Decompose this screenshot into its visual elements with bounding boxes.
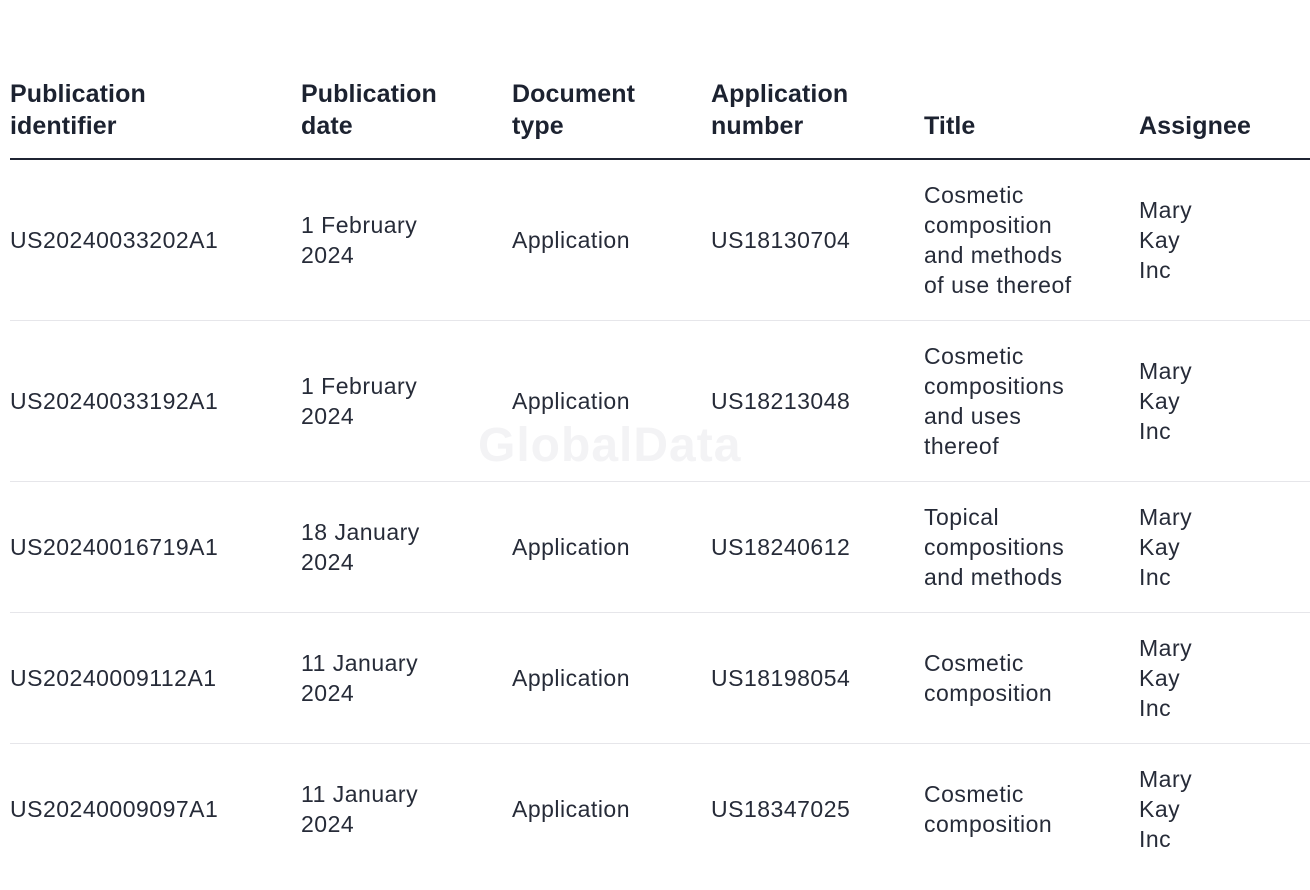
cell-application-number: US18130704 bbox=[711, 159, 924, 321]
cell-application-number: US18347025 bbox=[711, 796, 851, 822]
cell-publication-identifier: US20240016719A1 bbox=[10, 482, 301, 613]
table-row bbox=[10, 613, 1310, 744]
cell-assignee: Mary Kay Inc bbox=[1139, 321, 1310, 482]
table-row bbox=[10, 159, 1310, 321]
cell-assignee: Mary Kay Inc bbox=[1139, 159, 1310, 321]
cell-title: Topical compositions and methods bbox=[924, 482, 1139, 613]
column-header-assignee: Assignee bbox=[1139, 78, 1310, 159]
cell-title: Cosmetic composition and methods of use thereof bbox=[924, 159, 1139, 321]
cell-application-number: US18213048 bbox=[711, 321, 924, 482]
cell-assignee: Mary Kay Inc bbox=[1139, 766, 1193, 852]
cell-application-number: US18240612 bbox=[711, 482, 924, 613]
patents-table bbox=[10, 78, 1310, 874]
cell-publication-date: 1 February 2024 bbox=[301, 321, 512, 482]
cell-publication-date: 1 February 2024 bbox=[301, 159, 512, 321]
watermark-logo: GlobalData bbox=[478, 419, 742, 472]
cell-title: Cosmetic compositions and uses thereof bbox=[924, 321, 1139, 482]
cell-publication-identifier: US20240033202A1 bbox=[10, 159, 301, 321]
cell-title: Cosmetic composition bbox=[924, 613, 1139, 744]
table-header bbox=[10, 78, 1310, 159]
cell-publication-identifier: US20240009112A1 bbox=[10, 613, 301, 744]
cell-publication-identifier: US20240009097A1 bbox=[10, 796, 219, 822]
column-header-title: Title bbox=[924, 78, 1139, 159]
cell-title: Cosmetic composition bbox=[924, 781, 1053, 837]
cell-publication-date: 11 January 2024 bbox=[301, 613, 512, 744]
cell-document-type: Application bbox=[512, 482, 711, 613]
cell-publication-date: 11 January 2024 bbox=[301, 781, 419, 837]
cell-assignee: Mary Kay Inc bbox=[1139, 482, 1310, 613]
table-row bbox=[10, 744, 1310, 875]
cell-assignee: Mary Kay Inc bbox=[1139, 613, 1310, 744]
header-row bbox=[10, 78, 1310, 159]
cell-publication-identifier: US20240033192A1 bbox=[10, 321, 301, 482]
column-header-document-type: Document type bbox=[512, 78, 711, 159]
table-row bbox=[10, 482, 1310, 613]
column-header-publication-identifier: Publication identifier bbox=[10, 78, 301, 159]
cell-document-type: Application bbox=[512, 321, 711, 482]
column-header-publication-date: Publication date bbox=[301, 78, 512, 159]
table-body bbox=[10, 159, 1310, 874]
column-header-application-number: Application number bbox=[711, 78, 924, 159]
table-row bbox=[10, 321, 1310, 482]
cell-document-type: Application bbox=[512, 159, 711, 321]
cell-application-number: US18198054 bbox=[711, 613, 924, 744]
cell-publication-date: 18 January 2024 bbox=[301, 482, 512, 613]
cell-document-type: Application bbox=[512, 796, 631, 822]
patents-table-container bbox=[10, 78, 1251, 874]
cell-document-type: Application bbox=[512, 613, 711, 744]
